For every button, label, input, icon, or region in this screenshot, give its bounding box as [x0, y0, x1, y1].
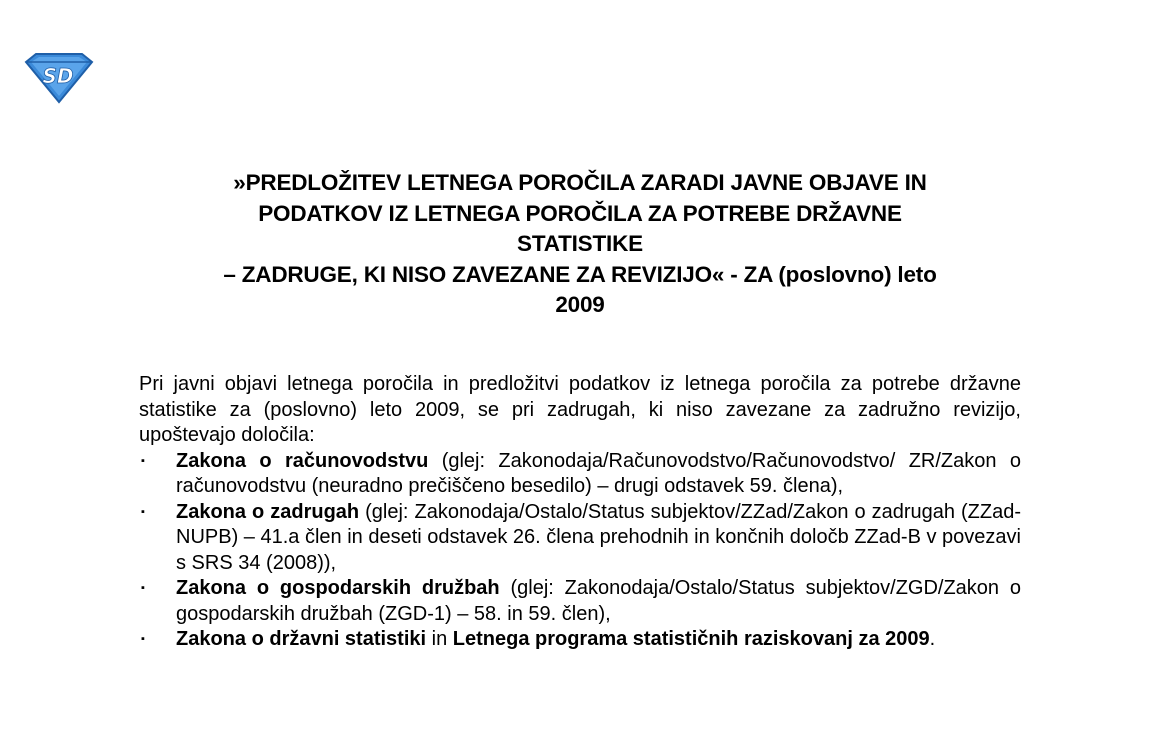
logo-text: SD [42, 64, 74, 88]
bullet-square-icon: ▪ [141, 633, 145, 645]
title-line: 2009 [555, 292, 605, 317]
document-title [120, 168, 1040, 321]
sd-diamond-logo-icon [22, 52, 96, 104]
law-name: Zakona o gospodarskih družbah [176, 577, 500, 599]
document-body [139, 372, 1021, 653]
title-line: »PREDLOŽITEV LETNEGA POROČILA ZARADI JAVNE OBJAVE IN [233, 170, 927, 195]
sentence-end: . [929, 628, 936, 650]
list-item [139, 449, 1021, 500]
law-reference: (glej: Zakonodaja/Ostalo/Status subjektov/ZGD/Zakon o gospodarskih družbah (ZGD-1) – 58. in 59. člen), [176, 577, 1022, 625]
list-item-text [176, 576, 1021, 627]
program-name: Letnega programa statističnih raziskovanj za 2009 [452, 628, 930, 650]
list-item-text [176, 500, 1021, 577]
intro-paragraph: Pri javni objavi letnega poročila in predložitvi podatkov iz letnega poročila za potrebe državne statistike za (poslovno) leto 2009, se pri zadrugah, ki niso zavezane za zadružno revizijo, upoštevajo določila: [139, 373, 1021, 446]
title-line: – ZADRUGE, KI NISO ZAVEZANE ZA REVIZIJO« - ZA (poslovno) leto [223, 261, 937, 287]
law-name: Zakona o zadrugah [176, 500, 360, 523]
list-item [139, 576, 1021, 627]
law-reference: (glej: Zakonodaja/Računovodstvo/Računovodstvo/ ZR/Zakon o računovodstvu (neuradno prečiščeno besedilo) – drugi odstavek 59. člena), [176, 449, 1021, 497]
title-line: STATISTIKE [517, 231, 643, 256]
conjunction: in [426, 628, 453, 650]
law-name: Zakona o državni statistiki [176, 628, 427, 650]
bullet-square-icon: ▪ [141, 454, 145, 467]
bullet-square-icon: ▪ [141, 582, 145, 594]
title-line: PODATKOV IZ LETNEGA POROČILA ZA POTREBE DRŽAVNE [258, 200, 902, 226]
law-name: Zakona o računovodstvu [176, 449, 429, 472]
list-item-text [176, 627, 1021, 653]
list-item [139, 627, 1021, 653]
law-list [139, 449, 1021, 653]
bullet-square-icon: ▪ [141, 505, 145, 518]
list-item [139, 500, 1021, 577]
law-reference: (glej: Zakonodaja/Ostalo/Status subjektov/ZZad/Zakon o zadrugah (ZZad-NUPB) – 41.a člen in deseti odstavek 26. člena prehodnih in končnih določb ZZad-B v povezavi s SRS 34 (2008)), [176, 500, 1022, 574]
list-item-text [176, 449, 1021, 500]
